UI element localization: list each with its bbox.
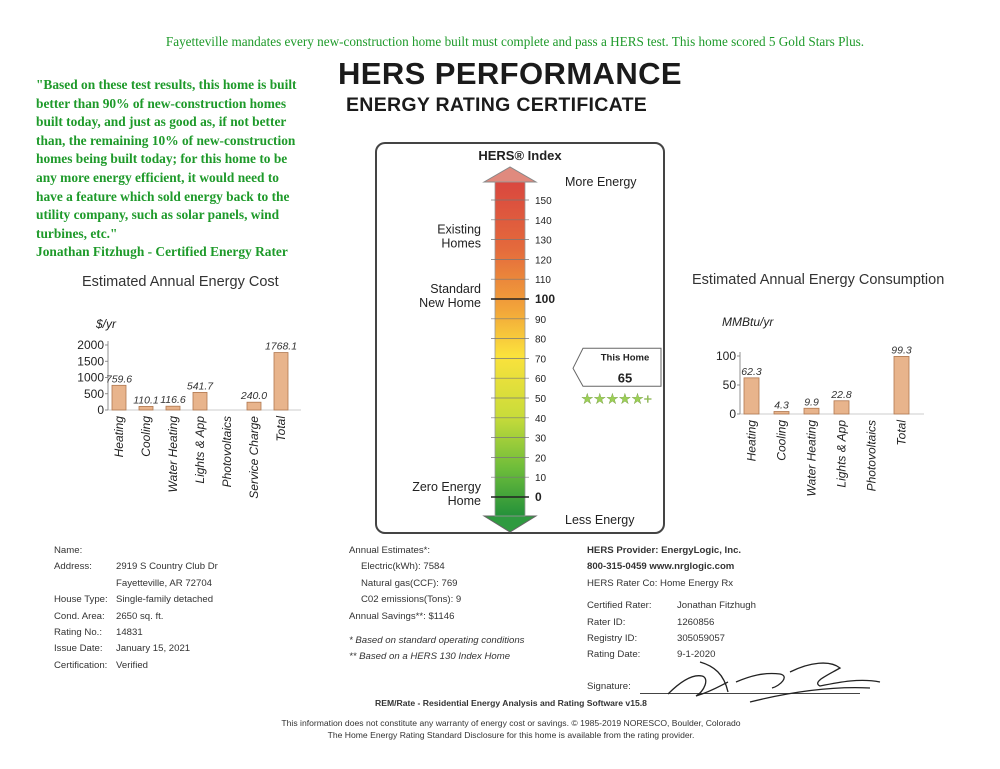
more-energy-label: More Energy: [565, 175, 637, 189]
chart-category-label: Photovoltaics: [864, 420, 879, 492]
energy-consumption-chart: [690, 310, 950, 510]
provider-row: Rater ID: 1260856: [587, 616, 715, 628]
chart-bar: [112, 385, 126, 410]
chart-ylabel: MMBtu/yr: [722, 315, 774, 329]
provider-row: Certified Rater: Jonathan Fitzhugh: [587, 600, 756, 612]
gauge-tick-label: 20: [535, 453, 547, 465]
consumption-chart-title: Estimated Annual Energy Consumption: [692, 272, 945, 288]
chart-value-label: 9.9: [804, 396, 819, 409]
gauge-tick-label: 0: [535, 490, 542, 504]
footnote-2: ** Based on a HERS 130 Index Home: [349, 651, 511, 663]
chart-tick-label: 1000: [77, 370, 104, 385]
rater-quote: [36, 76, 342, 262]
quote-attribution: Jonathan Fitzhugh - Certified Energy Rater: [36, 244, 288, 260]
this-home-callout: [573, 348, 661, 406]
this-home-score: 65: [617, 370, 633, 386]
quote-line: utility company, such as solar panels, wind: [36, 207, 280, 223]
chart-tick-label: 500: [83, 386, 104, 401]
gauge-tick-label: 90: [535, 314, 547, 326]
gauge-reference-label: Homes: [441, 236, 481, 251]
chart-value-label: 759.6: [105, 373, 133, 386]
gauge-tick-label: 70: [535, 354, 547, 366]
chart-tick-label: 100: [715, 349, 736, 363]
home-info: [54, 543, 314, 674]
hers-provider: HERS Provider: EnergyLogic, Inc.: [587, 545, 742, 556]
chart-bar: [894, 356, 909, 414]
chart-value-label: 4.3: [774, 399, 789, 412]
quote-line: homes being built today; for this home to be: [36, 151, 288, 167]
gauge-reference-label: Standard: [430, 282, 481, 296]
chart-category-label: Lights & App: [834, 420, 849, 488]
chart-value-label: 62.3: [741, 365, 762, 378]
certificate-title: HERS PERFORMANCE: [338, 56, 682, 91]
gauge-tick-label: 150: [535, 196, 552, 207]
chart-value-label: 541.7: [186, 380, 214, 393]
chart-value-label: 22.8: [831, 388, 852, 401]
footnote-1: * Based on standard operating conditions: [349, 635, 525, 647]
chart-bar: [804, 408, 819, 414]
footer-disclosure: The Home Energy Rating Standard Disclosure for this home is available from the rating provider.: [327, 730, 695, 740]
chart-bar: [247, 402, 261, 410]
energy-cost-chart: [60, 310, 310, 510]
gauge-reference-label: Home: [447, 494, 481, 508]
info-row: Rating No.: 14831: [54, 627, 143, 639]
chart-category-label: Cooling: [774, 420, 789, 461]
electric-estimate: Electric(kWh): 7584: [361, 561, 445, 573]
chart-category-label: Heating: [744, 420, 759, 462]
gauge-reference-label: New Home: [419, 296, 481, 310]
chart-ylabel: $/yr: [96, 317, 117, 331]
gauge-bar: [495, 182, 525, 516]
more-energy-arrow-icon: [484, 167, 536, 182]
chart-bar: [774, 412, 789, 414]
gas-estimate: Natural gas(CCF): 769: [361, 577, 458, 589]
gauge-reference-label: Existing: [437, 222, 481, 237]
chart-value-label: 99.3: [891, 344, 912, 357]
chart-tick-label: 2000: [77, 338, 104, 352]
chart-bar: [274, 353, 288, 410]
chart-bar: [166, 406, 180, 410]
gauge-title: HERS® Index: [478, 148, 562, 163]
co2-estimate: C02 emissions(Tons): 9: [361, 594, 462, 606]
provider-info: [587, 543, 827, 664]
footer-software: REM/Rate - Residential Energy Analysis and Rating Software v15.8: [375, 698, 647, 708]
gauge-tick-label: 140: [535, 215, 552, 227]
signature-label: Signature:: [587, 681, 631, 692]
chart-category-label: Total: [894, 420, 909, 446]
quote-line: "Based on these test results, this home is built: [36, 77, 297, 92]
gauge-tick-label: 60: [535, 374, 547, 386]
quote-line: built today, and just as good as, if not better: [36, 114, 287, 130]
gauge-tick-label: 10: [535, 473, 547, 485]
provider-contact: 800-315-0459 www.nrglogic.com: [587, 561, 735, 573]
gauge-reference-label: Zero Energy: [412, 480, 481, 494]
chart-category-label: Heating: [112, 416, 126, 458]
quote-line: any more energy efficient, it would need to: [36, 169, 279, 185]
chart-value-label: 1768.1: [264, 340, 298, 353]
quote-line: than, the remaining 10% of new-construction: [36, 132, 296, 148]
chart-bar: [744, 378, 759, 414]
gauge-tick-label: 80: [535, 334, 547, 346]
gauge-tick-label: 40: [535, 413, 547, 425]
chart-category-label: Water Heating: [804, 420, 819, 497]
info-row: Fayetteville, AR 72704: [116, 577, 212, 589]
estimates-heading: Annual Estimates*:: [349, 545, 431, 556]
chart-tick-label: 0: [97, 403, 104, 417]
chart-value-label: 240.0: [240, 390, 268, 403]
provider-row: Rating Date: 9-1-2020: [587, 649, 716, 661]
header-note: Fayetteville mandates every new-construction home built must complete and pass a HERS test. This home scored 5 Gold Stars Plus.: [165, 34, 865, 49]
certificate-subtitle: ENERGY RATING CERTIFICATE: [346, 94, 648, 116]
chart-tick-label: 0: [729, 407, 736, 421]
info-row: Cond. Area: 2650 sq. ft.: [54, 610, 164, 622]
quote-line: better than 90% of new-construction homes: [36, 95, 287, 111]
chart-category-label: Service Charge: [247, 416, 261, 499]
cost-chart-title: Estimated Annual Energy Cost: [82, 274, 279, 290]
star-rating: ★★★★★+: [581, 390, 652, 407]
gauge-tick-label: 130: [535, 235, 552, 247]
chart-bar: [834, 401, 849, 414]
info-row: Address: 2919 S Country Club Dr: [54, 561, 218, 573]
info-row: House Type: Single-family detached: [54, 594, 214, 606]
rater-company: HERS Rater Co: Home Energy Rx: [587, 577, 734, 589]
quote-line: have a feature which sold energy back to the: [36, 188, 290, 204]
chart-tick-label: 1500: [77, 354, 104, 369]
chart-category-label: Water Heating: [166, 416, 180, 493]
chart-bar: [139, 406, 153, 410]
chart-value-label: 116.6: [160, 394, 186, 407]
chart-category-label: Lights & App: [193, 416, 207, 484]
provider-row: Registry ID: 305059057: [587, 633, 726, 645]
gauge-tick-label: 110: [535, 275, 551, 287]
gauge-tick-label: 30: [535, 433, 547, 445]
info-row: Certification: Verified: [54, 659, 148, 671]
gauge-tick-label: 50: [535, 394, 547, 405]
chart-category-label: Total: [274, 416, 288, 442]
quote-line: turbines, etc.": [36, 225, 118, 241]
info-row: Issue Date: January 15, 2021: [54, 643, 191, 655]
gauge-tick-label: 120: [535, 255, 552, 267]
annual-estimates: [349, 543, 559, 666]
chart-bar: [193, 392, 207, 410]
this-home-label: This Home: [600, 352, 650, 364]
chart-category-label: Cooling: [139, 416, 153, 457]
annual-savings: Annual Savings**: $1146: [349, 610, 455, 622]
info-row: Name:: [54, 545, 83, 556]
gauge-tick-label: 100: [535, 292, 556, 306]
less-energy-label: Less Energy: [565, 513, 635, 527]
chart-tick-label: 50: [722, 378, 736, 392]
footer-disclaimer: This information does not constitute any warranty of energy cost or savings. © 1985-2019 NORESCO, Boulder, Colorado: [281, 718, 741, 728]
less-energy-arrow-icon: [484, 516, 536, 532]
chart-category-label: Photovoltaics: [220, 416, 234, 488]
hers-index-gauge: [375, 142, 665, 534]
chart-value-label: 110.1: [133, 394, 159, 407]
